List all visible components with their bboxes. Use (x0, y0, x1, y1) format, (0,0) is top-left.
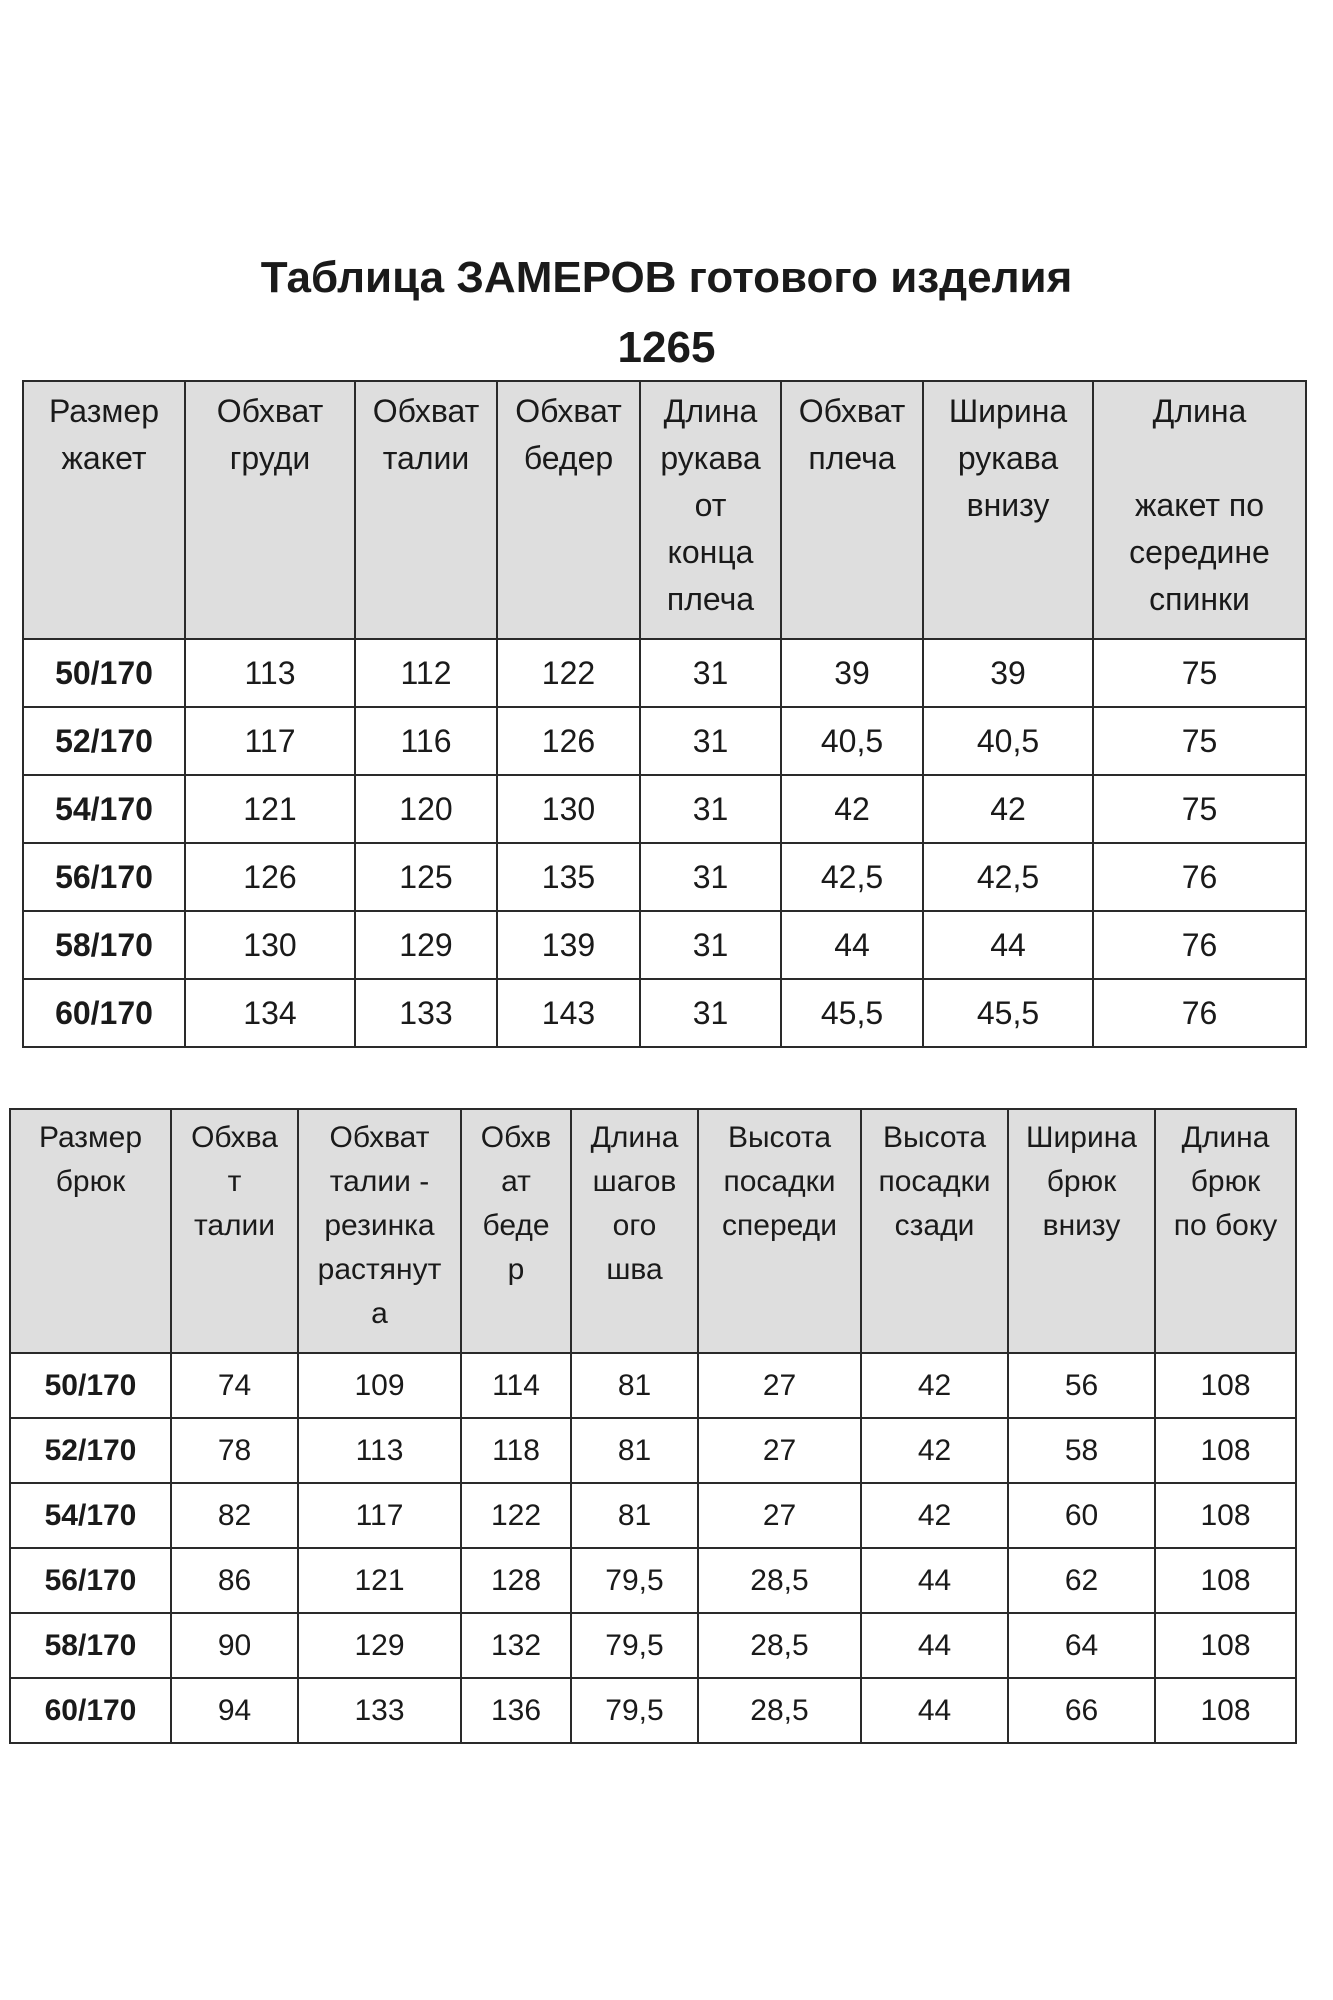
value-cell: 81 (571, 1353, 698, 1418)
value-cell: 113 (185, 639, 355, 707)
value-cell: 121 (185, 775, 355, 843)
value-cell: 42 (861, 1353, 1008, 1418)
value-cell: 108 (1155, 1678, 1296, 1743)
jacket-header-cell: Обхват талии (355, 381, 497, 639)
jacket-header-row (23, 381, 1306, 639)
size-cell: 50/170 (23, 639, 185, 707)
value-cell: 90 (171, 1613, 298, 1678)
jacket-header-cell: Длина рукава от конца плеча (640, 381, 781, 639)
value-cell: 28,5 (698, 1678, 861, 1743)
value-cell: 45,5 (781, 979, 923, 1047)
size-cell: 52/170 (23, 707, 185, 775)
value-cell: 81 (571, 1483, 698, 1548)
value-cell: 75 (1093, 775, 1306, 843)
table-row (10, 1418, 1296, 1483)
table-row (23, 843, 1306, 911)
pants-header-cell: Обхв ат беде р (461, 1109, 571, 1353)
value-cell: 45,5 (923, 979, 1093, 1047)
value-cell: 42,5 (923, 843, 1093, 911)
value-cell: 108 (1155, 1548, 1296, 1613)
value-cell: 56 (1008, 1353, 1155, 1418)
pants-header-cell: Размер брюк (10, 1109, 171, 1353)
value-cell: 76 (1093, 911, 1306, 979)
pants-header-cell: Ширина брюк внизу (1008, 1109, 1155, 1353)
value-cell: 78 (171, 1418, 298, 1483)
value-cell: 75 (1093, 639, 1306, 707)
value-cell: 108 (1155, 1418, 1296, 1483)
value-cell: 27 (698, 1483, 861, 1548)
jacket-header-cell: Обхват плеча (781, 381, 923, 639)
value-cell: 31 (640, 843, 781, 911)
value-cell: 28,5 (698, 1548, 861, 1613)
size-cell: 60/170 (10, 1678, 171, 1743)
value-cell: 39 (923, 639, 1093, 707)
value-cell: 31 (640, 707, 781, 775)
pants-header-cell: Обхва т талии (171, 1109, 298, 1353)
size-cell: 58/170 (10, 1613, 171, 1678)
table-row (10, 1483, 1296, 1548)
pants-header-cell: Высота посадки сзади (861, 1109, 1008, 1353)
value-cell: 40,5 (923, 707, 1093, 775)
value-cell: 129 (298, 1613, 461, 1678)
value-cell: 109 (298, 1353, 461, 1418)
table-row (23, 775, 1306, 843)
value-cell: 76 (1093, 843, 1306, 911)
value-cell: 133 (355, 979, 497, 1047)
value-cell: 42 (923, 775, 1093, 843)
size-cell: 52/170 (10, 1418, 171, 1483)
value-cell: 128 (461, 1548, 571, 1613)
jacket-header-cell: Обхват бедер (497, 381, 640, 639)
jacket-header-cell: Ширина рукава внизу (923, 381, 1093, 639)
size-cell: 54/170 (23, 775, 185, 843)
table-row (23, 911, 1306, 979)
value-cell: 114 (461, 1353, 571, 1418)
value-cell: 62 (1008, 1548, 1155, 1613)
pants-header-cell: Длина шагов ого шва (571, 1109, 698, 1353)
article-number: 1265 (617, 323, 716, 372)
value-cell: 31 (640, 775, 781, 843)
value-cell: 113 (298, 1418, 461, 1483)
value-cell: 139 (497, 911, 640, 979)
value-cell: 74 (171, 1353, 298, 1418)
value-cell: 44 (923, 911, 1093, 979)
value-cell: 86 (171, 1548, 298, 1613)
size-cell: 56/170 (10, 1548, 171, 1613)
value-cell: 121 (298, 1548, 461, 1613)
pants-header-cell: Обхват талии - резинка растянут а (298, 1109, 461, 1353)
table-row (23, 707, 1306, 775)
pants-header-cell: Длина брюк по боку (1155, 1109, 1296, 1353)
value-cell: 125 (355, 843, 497, 911)
value-cell: 116 (355, 707, 497, 775)
value-cell: 108 (1155, 1353, 1296, 1418)
size-cell: 60/170 (23, 979, 185, 1047)
value-cell: 42,5 (781, 843, 923, 911)
value-cell: 129 (355, 911, 497, 979)
table-row (10, 1353, 1296, 1418)
value-cell: 112 (355, 639, 497, 707)
jacket-header-cell: Размер жакет (23, 381, 185, 639)
size-cell: 56/170 (23, 843, 185, 911)
value-cell: 94 (171, 1678, 298, 1743)
value-cell: 79,5 (571, 1548, 698, 1613)
value-cell: 126 (497, 707, 640, 775)
value-cell: 122 (461, 1483, 571, 1548)
table-row (23, 639, 1306, 707)
pants-header-row (10, 1109, 1296, 1353)
value-cell: 27 (698, 1353, 861, 1418)
value-cell: 136 (461, 1678, 571, 1743)
value-cell: 31 (640, 911, 781, 979)
value-cell: 27 (698, 1418, 861, 1483)
value-cell: 31 (640, 979, 781, 1047)
value-cell: 76 (1093, 979, 1306, 1047)
value-cell: 40,5 (781, 707, 923, 775)
value-cell: 133 (298, 1678, 461, 1743)
value-cell: 31 (640, 639, 781, 707)
jacket-header-cell: Обхват груди (185, 381, 355, 639)
value-cell: 82 (171, 1483, 298, 1548)
value-cell: 39 (781, 639, 923, 707)
value-cell: 44 (781, 911, 923, 979)
value-cell: 126 (185, 843, 355, 911)
value-cell: 81 (571, 1418, 698, 1483)
table-row (10, 1548, 1296, 1613)
value-cell: 117 (298, 1483, 461, 1548)
value-cell: 44 (861, 1613, 1008, 1678)
value-cell: 42 (861, 1418, 1008, 1483)
value-cell: 120 (355, 775, 497, 843)
table-row (10, 1678, 1296, 1743)
value-cell: 66 (1008, 1678, 1155, 1743)
value-cell: 64 (1008, 1613, 1155, 1678)
value-cell: 28,5 (698, 1613, 861, 1678)
value-cell: 75 (1093, 707, 1306, 775)
value-cell: 108 (1155, 1483, 1296, 1548)
value-cell: 79,5 (571, 1613, 698, 1678)
value-cell: 58 (1008, 1418, 1155, 1483)
value-cell: 143 (497, 979, 640, 1047)
value-cell: 130 (497, 775, 640, 843)
value-cell: 44 (861, 1678, 1008, 1743)
value-cell: 134 (185, 979, 355, 1047)
value-cell: 132 (461, 1613, 571, 1678)
page-title: Таблица ЗАМЕРОВ готового изделия (260, 253, 1073, 302)
value-cell: 44 (861, 1548, 1008, 1613)
size-cell: 54/170 (10, 1483, 171, 1548)
value-cell: 135 (497, 843, 640, 911)
pants-measurements-table (9, 1108, 1297, 1744)
value-cell: 79,5 (571, 1678, 698, 1743)
value-cell: 130 (185, 911, 355, 979)
table-row (23, 979, 1306, 1047)
value-cell: 117 (185, 707, 355, 775)
value-cell: 60 (1008, 1483, 1155, 1548)
value-cell: 42 (861, 1483, 1008, 1548)
value-cell: 42 (781, 775, 923, 843)
value-cell: 118 (461, 1418, 571, 1483)
size-cell: 58/170 (23, 911, 185, 979)
table-row (10, 1613, 1296, 1678)
value-cell: 108 (1155, 1613, 1296, 1678)
pants-header-cell: Высота посадки спереди (698, 1109, 861, 1353)
size-cell: 50/170 (10, 1353, 171, 1418)
jacket-header-cell: Длина жакет по середине спинки (1093, 381, 1306, 639)
jacket-measurements-table (22, 380, 1307, 1048)
value-cell: 122 (497, 639, 640, 707)
